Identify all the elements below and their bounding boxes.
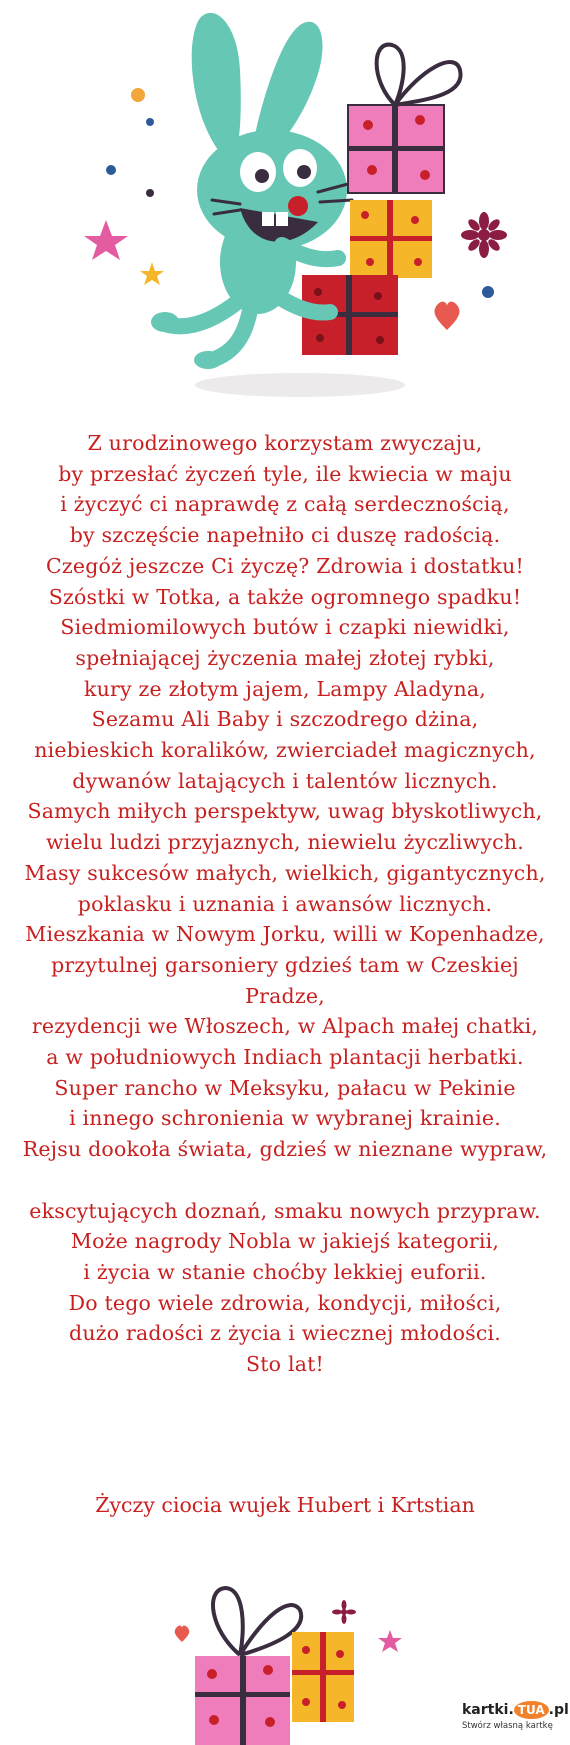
logo-tagline: Stwórz własną kartkę bbox=[462, 1721, 553, 1731]
poem-line: Masy sukcesów małych, wielkich, gigantycznych, bbox=[24, 860, 546, 885]
confetti-dot bbox=[131, 88, 145, 102]
poem-line: i życia w stanie choćby lekkiej euforii. bbox=[83, 1259, 487, 1284]
poem-line: by szczęście napełniło ci duszę radością. bbox=[69, 523, 501, 548]
flower-icon bbox=[332, 1600, 356, 1624]
poem-line: dywanów latających i talentów licznych. bbox=[72, 768, 498, 793]
poem-line: kury ze złotym jajem, Lampy Aladyna, bbox=[84, 676, 486, 701]
ground-shadow bbox=[195, 373, 405, 397]
poem-line: rezydencji we Włoszech, w Alpach małej chatki, bbox=[31, 1014, 539, 1039]
bunny-foot bbox=[194, 351, 222, 369]
poem-line: poklasku i uznania i awansów licznych. bbox=[77, 891, 493, 916]
bunny-ear bbox=[192, 13, 241, 152]
birthday-poem bbox=[0, 428, 570, 1380]
logo-badge: TUA bbox=[514, 1701, 549, 1719]
bunny-pupil bbox=[297, 165, 311, 179]
poem-line: by przesłać życzeń tyle, ile kwiecia w maju bbox=[58, 461, 512, 486]
poem-line: Super rancho w Meksyku, pałacu w Pekinie bbox=[54, 1075, 516, 1100]
poem-line: Rejsu dookoła świata, gdzieś w nieznane wypraw, bbox=[22, 1137, 548, 1162]
poem-line: Do tego wiele zdrowia, kondycji, miłości, bbox=[68, 1290, 502, 1315]
confetti-dot bbox=[146, 118, 154, 126]
poem-line: spełniającej życzenia małej złotej rybki, bbox=[75, 645, 495, 670]
signature: Życzy ciocia wujek Hubert i Krtstian bbox=[95, 1493, 475, 1517]
poem-line: Sto lat! bbox=[246, 1352, 324, 1377]
confetti-dot bbox=[482, 286, 494, 298]
flower-icon bbox=[461, 212, 507, 258]
confetti-dot bbox=[106, 165, 116, 175]
bunny-pupil bbox=[255, 169, 269, 183]
poem-line: Czegóż jeszcze Ci życzę? Zdrowia i dostatku! bbox=[46, 553, 524, 578]
poem-line: a w południowych Indiach plantacji herbatki. bbox=[46, 1045, 524, 1070]
poem-line: ekscytujących doznań, smaku nowych przypraw. bbox=[29, 1198, 541, 1223]
poem-line: Z urodzinowego korzystam zwyczaju, bbox=[87, 431, 483, 455]
gift-box-yellow bbox=[350, 200, 432, 278]
poem-line: Mieszkania w Nowym Jorku, willi w Kopenhadze, bbox=[25, 922, 545, 947]
star-icon bbox=[140, 262, 164, 285]
poem-line: dużo radości z życia i wiecznej młodości. bbox=[69, 1321, 501, 1346]
poem-line: i życzyć ci naprawdę z całą serdecznością, bbox=[60, 492, 510, 517]
poem-line: Sezamu Ali Baby i szczodrego dżina, bbox=[91, 707, 479, 732]
poem-line: Samych miłych perspektyw, uwag błyskotliwych, bbox=[27, 799, 543, 824]
bunny-teeth bbox=[262, 212, 274, 226]
logo-brand-prefix: kartki. bbox=[462, 1702, 514, 1718]
bunny-with-gifts-illustration bbox=[0, 0, 570, 420]
gift-ribbon-bow bbox=[213, 1588, 243, 1655]
bunny-arm bbox=[282, 245, 338, 259]
star-icon bbox=[84, 220, 128, 260]
bunny-teeth bbox=[276, 212, 288, 226]
poem-line: Może nagrody Nobla w jakiejś kategorii, bbox=[70, 1229, 500, 1254]
gift-box-pink bbox=[348, 45, 461, 193]
poem-line: niebieskich koralików, zwierciadeł magicznych, bbox=[34, 738, 536, 763]
logo-brand bbox=[462, 1701, 569, 1719]
poem-line: Siedmiomilowych butów i czapki niewidki, bbox=[60, 615, 510, 640]
poem-line: przytulnej garsoniery gdzieś tam w Czeskiej Pradze, bbox=[51, 952, 519, 1008]
poem-line: Szóstki w Totka, a także ogromnego spadku! bbox=[48, 584, 522, 609]
star-icon bbox=[378, 1630, 402, 1652]
gift-box-pink bbox=[195, 1656, 290, 1745]
heart-icon bbox=[435, 302, 460, 330]
heart-icon bbox=[175, 1625, 190, 1642]
gift-box-yellow bbox=[292, 1632, 354, 1722]
bunny-foot bbox=[151, 312, 179, 332]
gifts-illustration bbox=[150, 1570, 420, 1745]
bunny-nose bbox=[288, 196, 308, 216]
confetti-dot bbox=[146, 189, 154, 197]
poem-line: wielu ludzi przyjaznych, niewielu życzliwych. bbox=[46, 830, 524, 855]
logo-brand-suffix: .pl bbox=[548, 1702, 569, 1718]
poem-blank-line bbox=[0, 1165, 570, 1196]
poem-line: i innego schronienia w wybranej krainie. bbox=[69, 1106, 501, 1131]
kartki-logo[interactable] bbox=[462, 1701, 569, 1737]
